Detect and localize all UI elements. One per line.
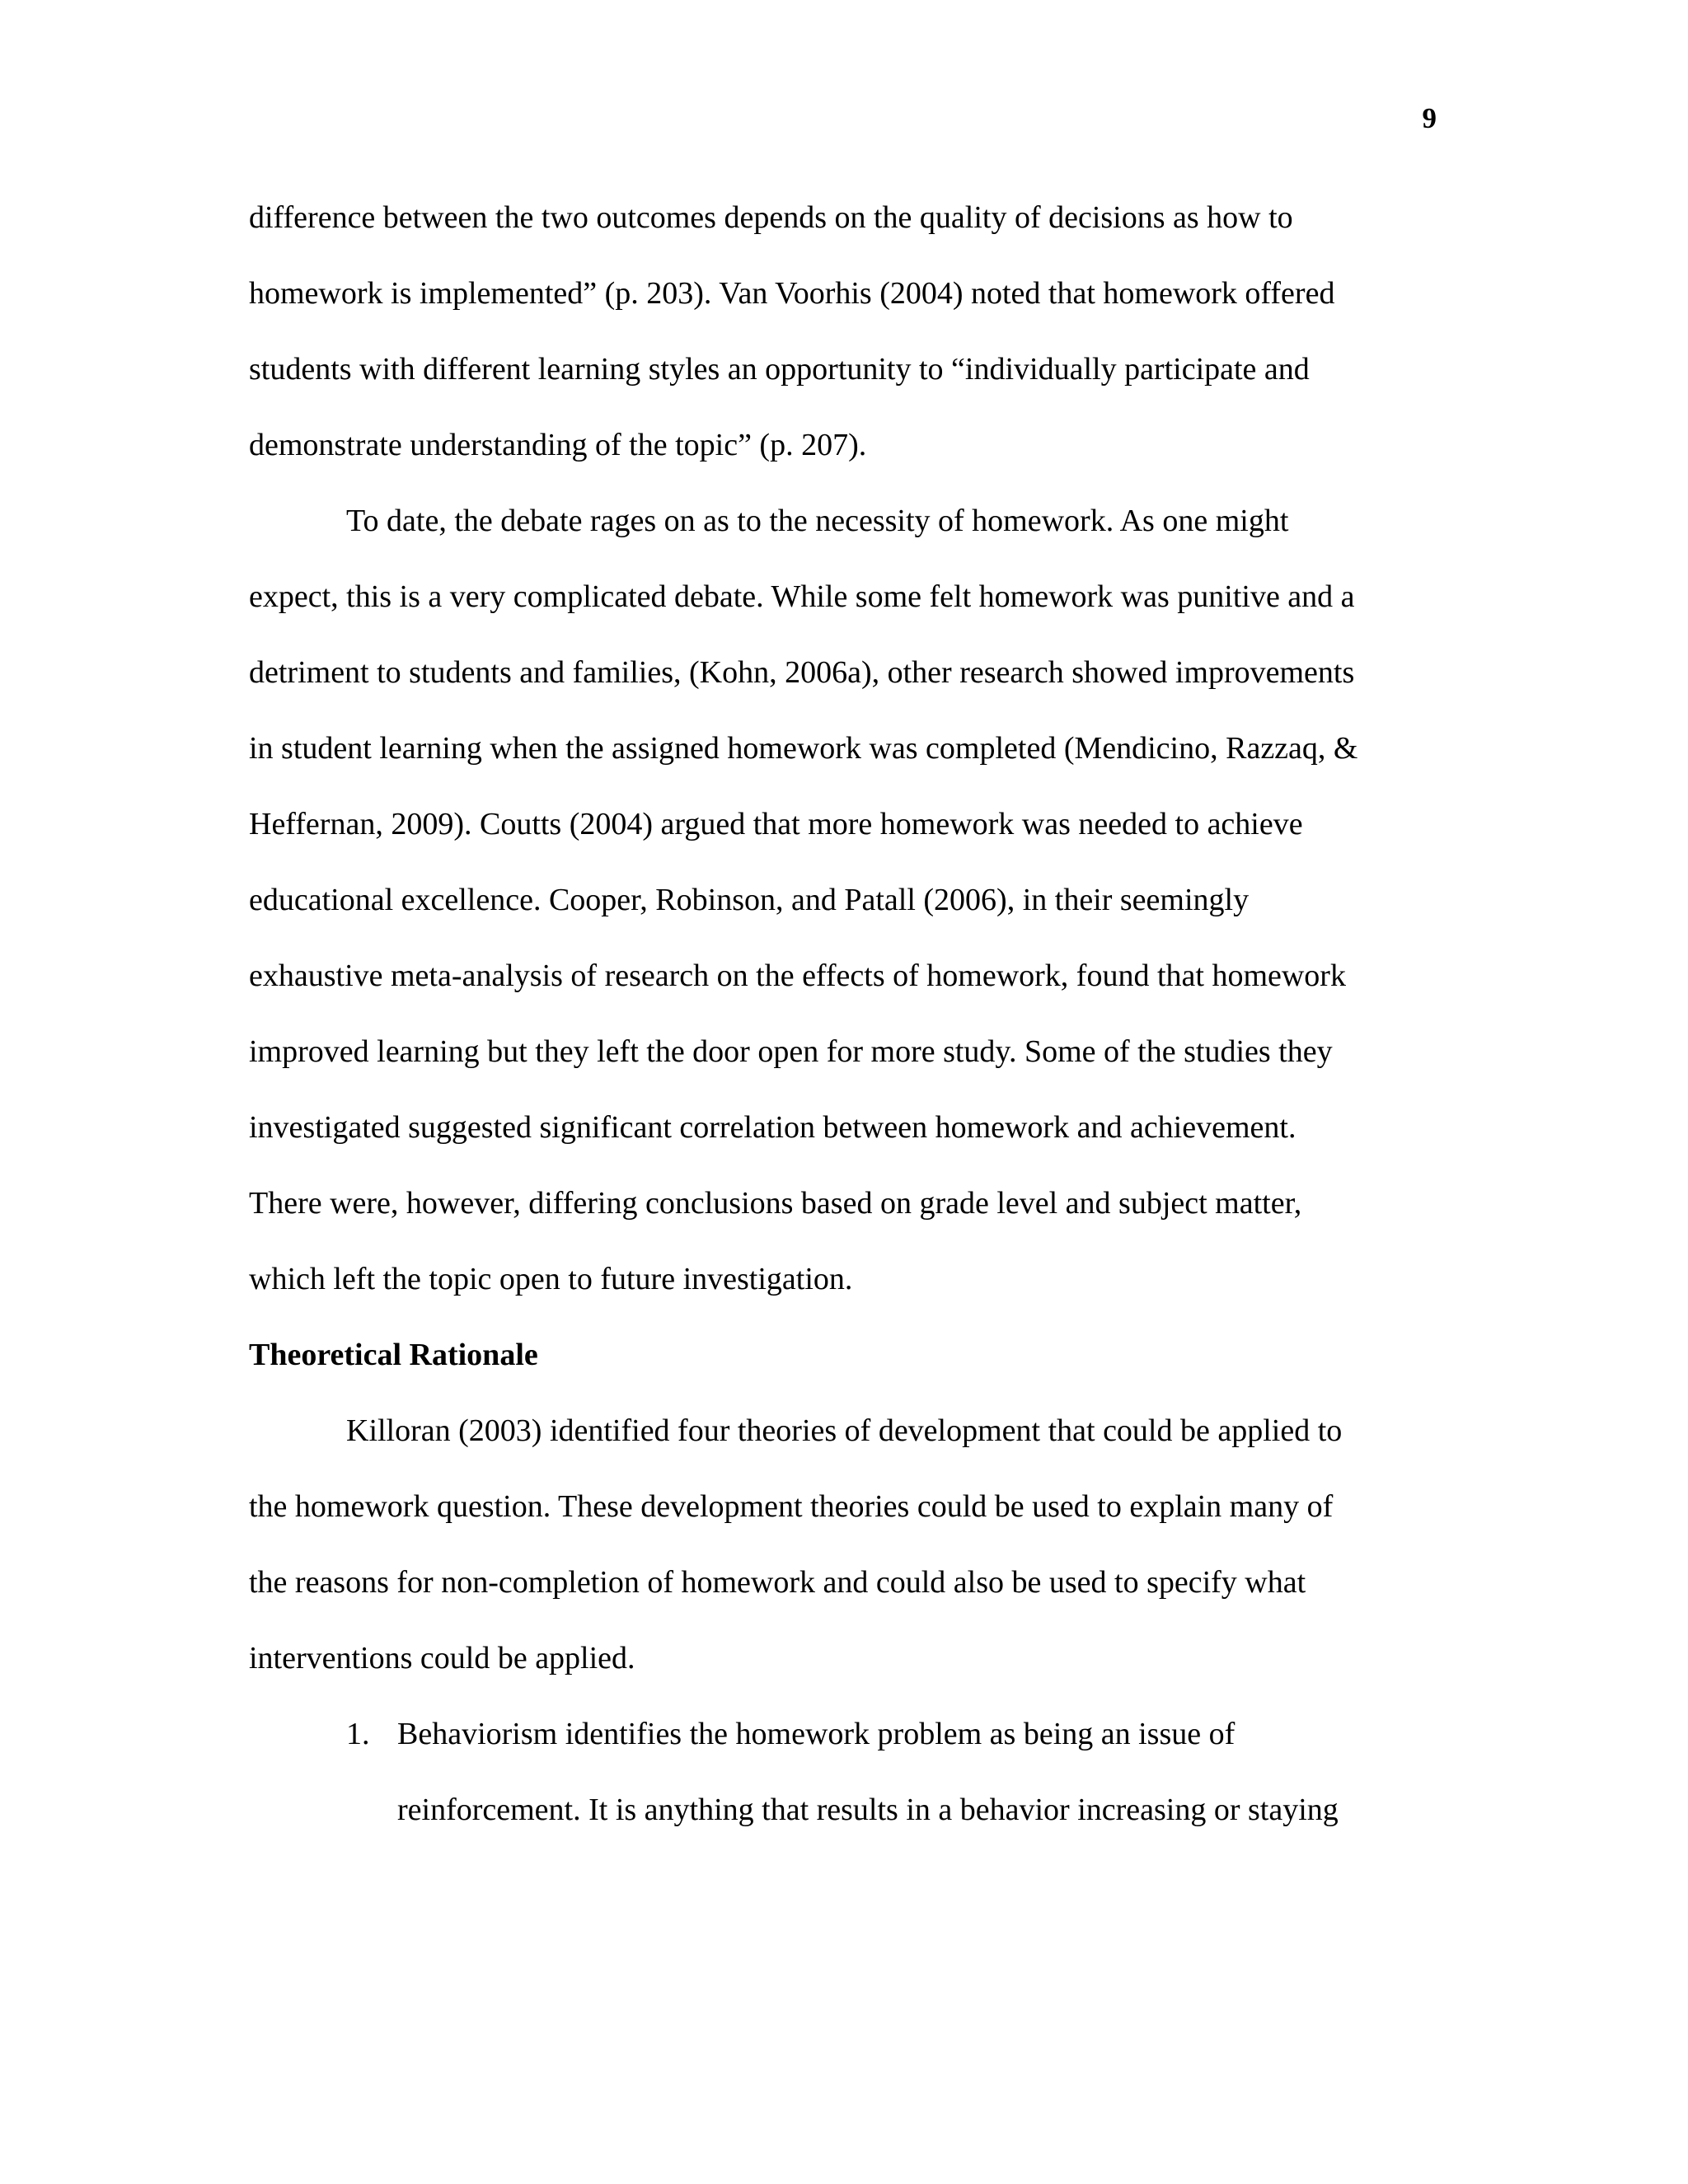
paragraph-2-line-10: There were, however, differing conclusions based on grade level and subject matter, xyxy=(249,1186,1302,1221)
paragraph-3-line-2: the homework question. These development theories could be used to explain many of xyxy=(249,1489,1334,1524)
page-number: 9 xyxy=(1422,102,1437,134)
paragraph-3-line-1: Killoran (2003) identified four theories of development that could be applied to xyxy=(346,1413,1343,1448)
list-item-number: 1. xyxy=(346,1717,370,1751)
paragraph-3-line-4: interventions could be applied. xyxy=(249,1641,635,1675)
list-item-line-1: Behaviorism identifies the homework problem as being an issue of xyxy=(397,1717,1236,1751)
paragraph-2-line-5: Heffernan, 2009). Coutts (2004) argued that more homework was needed to achieve xyxy=(249,807,1303,841)
list-item-line-2: reinforcement. It is anything that results in a behavior increasing or staying xyxy=(397,1793,1339,1827)
paragraph-2-line-3: detriment to students and families, (Kohn, 2006a), other research showed improvements xyxy=(249,655,1355,690)
paragraph-2-line-8: improved learning but they left the door open for more study. Some of the studies they xyxy=(249,1034,1333,1069)
paragraph-1-line-1: difference between the two outcomes depends on the quality of decisions as how to xyxy=(249,200,1293,235)
paragraph-1-line-2: homework is implemented” (p. 203). Van Voorhis (2004) noted that homework offered xyxy=(249,276,1335,311)
paragraph-3-line-3: the reasons for non-completion of homework and could also be used to specify what xyxy=(249,1565,1306,1600)
paragraph-2-line-2: expect, this is a very complicated debate. While some felt homework was punitive and a xyxy=(249,579,1355,614)
paragraph-2-line-7: exhaustive meta-analysis of research on the effects of homework, found that homework xyxy=(249,958,1346,993)
paragraph-2-line-11: which left the topic open to future investigation. xyxy=(249,1262,853,1296)
paragraph-1-line-4: demonstrate understanding of the topic” (p. 207). xyxy=(249,428,867,462)
paragraph-2-line-4: in student learning when the assigned homework was completed (Mendicino, Razzaq, & xyxy=(249,731,1358,766)
paragraph-2-line-1: To date, the debate rages on as to the necessity of homework. As one might xyxy=(346,504,1289,538)
section-heading: Theoretical Rationale xyxy=(249,1338,538,1372)
paragraph-1-line-3: students with different learning styles an opportunity to “individually participate and xyxy=(249,352,1310,387)
paragraph-2-line-6: educational excellence. Cooper, Robinson, and Patall (2006), in their seemingly xyxy=(249,883,1250,917)
paragraph-2-line-9: investigated suggested significant correlation between homework and achievement. xyxy=(249,1110,1296,1145)
